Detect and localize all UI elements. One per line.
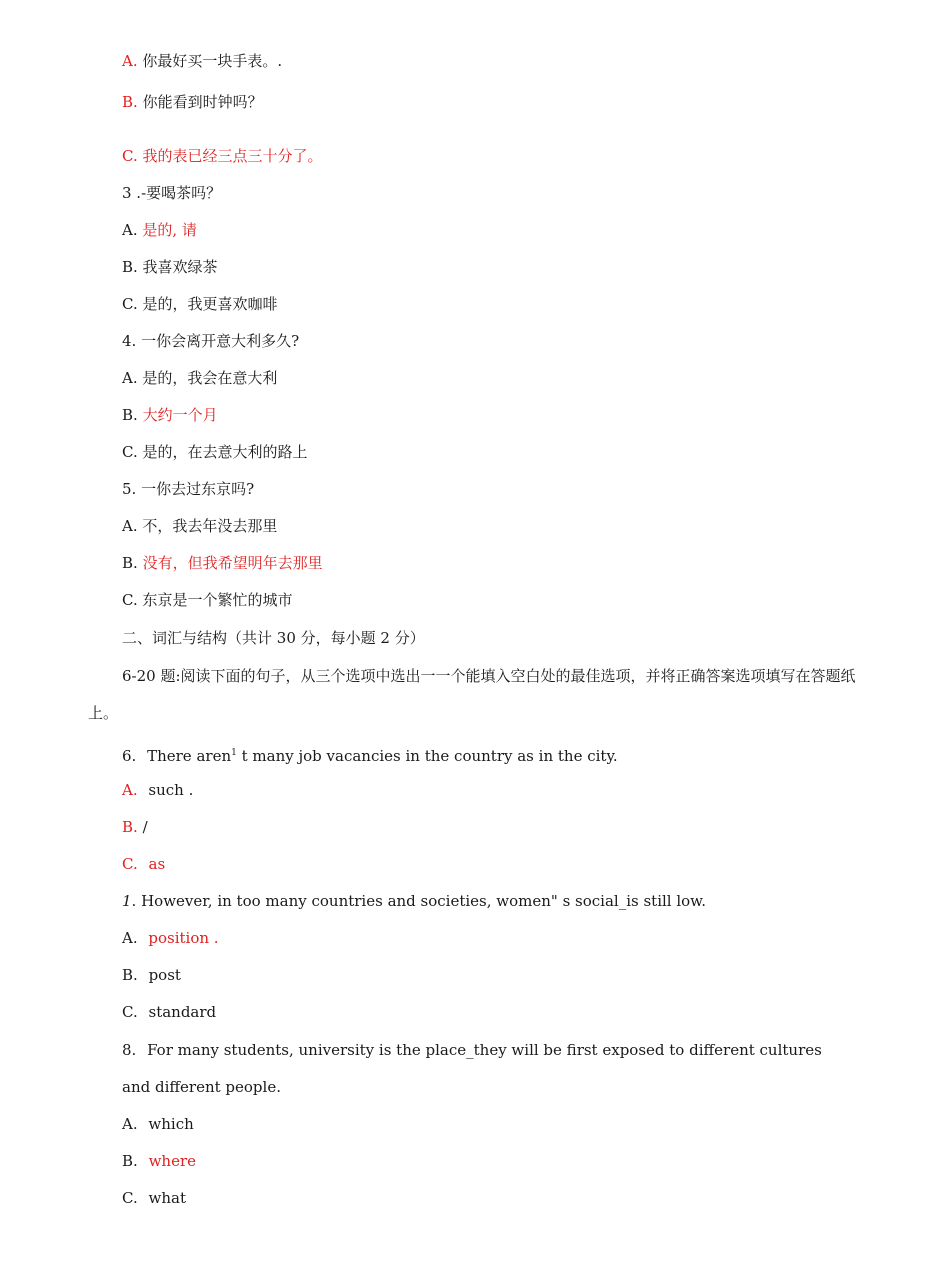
q6-option-b-text: / [142,818,148,836]
q3-option-a-label: A. [122,221,138,239]
q4-option-b [122,405,218,425]
q8-option-b [122,1151,196,1171]
q8-question-line2: and different people. [122,1078,281,1096]
q2-option-b-label: B. [122,93,138,111]
q7-option-b-text: post [148,966,181,984]
q7-option-c-label: C. [122,1003,138,1021]
q6-text-before: There aren [147,747,232,765]
q6-text-after: t many job vacancies in the country as in the city. [236,747,618,765]
q5-option-b-label: B. [122,554,138,572]
q6-number: 6. [122,747,137,765]
q7-option-b-label: B. [122,966,138,984]
q4-option-b-text: 大约一个月 [142,406,218,424]
q6-option-b [122,817,148,837]
q6-option-c [122,854,165,874]
q3-question: 3 .-要喝茶吗？ [122,184,222,202]
q8-option-a [122,1114,194,1134]
section2-instructions: 6-20 题:阅读下面的句子，从三个选项中选出一一个能填入空白处的最佳选项，并将正确答案选项填写在答题纸上。 [88,667,856,722]
q6-option-a [122,780,193,800]
q2-option-a [122,51,282,71]
q8-option-c-text: what [148,1189,186,1207]
q7-option-b [122,965,181,985]
q4-option-a: A. 是的，我会在意大利 [122,369,278,387]
q8-option-a-label: A. [122,1115,138,1133]
q8-option-b-label: B. [122,1152,138,1170]
q7-option-a-text: position . [148,929,219,947]
q7-option-c [122,1002,216,1022]
q8-option-c-label: C. [122,1189,138,1207]
q8-option-b-text: where [148,1152,197,1170]
q6-option-a-label: A. [122,781,138,799]
q5-option-a: A. 不，我去年没去那里 [122,517,278,535]
q2-option-c: C. 我的表已经三点三十分了。 [122,147,323,165]
q5-option-b-text: 没有，但我希望明年去那里 [142,554,323,572]
q8-option-a-text: which [148,1115,194,1133]
q2-option-b-text: 你能看到时钟吗？ [142,93,263,111]
q7-question [122,891,706,911]
q8-number: 8. [122,1041,137,1059]
section2-heading: 二、词汇与结构（共计 30 分，每小题 2 分） [122,629,425,647]
q2-option-a-text: 你最好买一块手表。. [142,52,283,70]
q8-option-c [122,1188,186,1208]
q4-option-c: C. 是的，在去意大利的路上 [122,443,308,461]
q4-option-b-label: B. [122,406,138,424]
q6-option-a-text: such . [148,781,194,799]
q7-option-c-text: standard [148,1003,217,1021]
q5-option-c: C. 东京是一个繁忙的城市 [122,591,293,609]
q7-option-a-label: A. [122,929,138,947]
q5-question: 5. 一你去过东京吗? [122,480,255,498]
q7-text: . However, in too many countries and societies, women" s social_is still low. [131,892,707,910]
q2-option-b [122,92,263,112]
q8-text-line1: For many students, university is the place_they will be first exposed to different cultures [147,1041,822,1059]
q6-question [122,743,618,766]
q6-option-c-label: C. [122,855,138,873]
q6-superscript: 1 [231,748,237,758]
q3-option-c: C. 是的，我更喜欢咖啡 [122,295,278,313]
q6-option-b-label: B. [122,818,138,836]
q5-option-b [122,553,323,573]
q8-question-line1 [122,1040,822,1060]
q7-option-a [122,928,219,948]
q6-option-c-text: as [148,855,166,873]
q4-question: 4. 一你会离开意大利多久? [122,332,300,350]
q3-option-b: B. 我喜欢绿茶 [122,258,218,276]
q7-number: 1 [122,892,132,910]
q2-option-a-label: A. [122,52,138,70]
q3-option-a [122,220,197,240]
q3-option-a-text: 是的, 请 [142,221,197,239]
